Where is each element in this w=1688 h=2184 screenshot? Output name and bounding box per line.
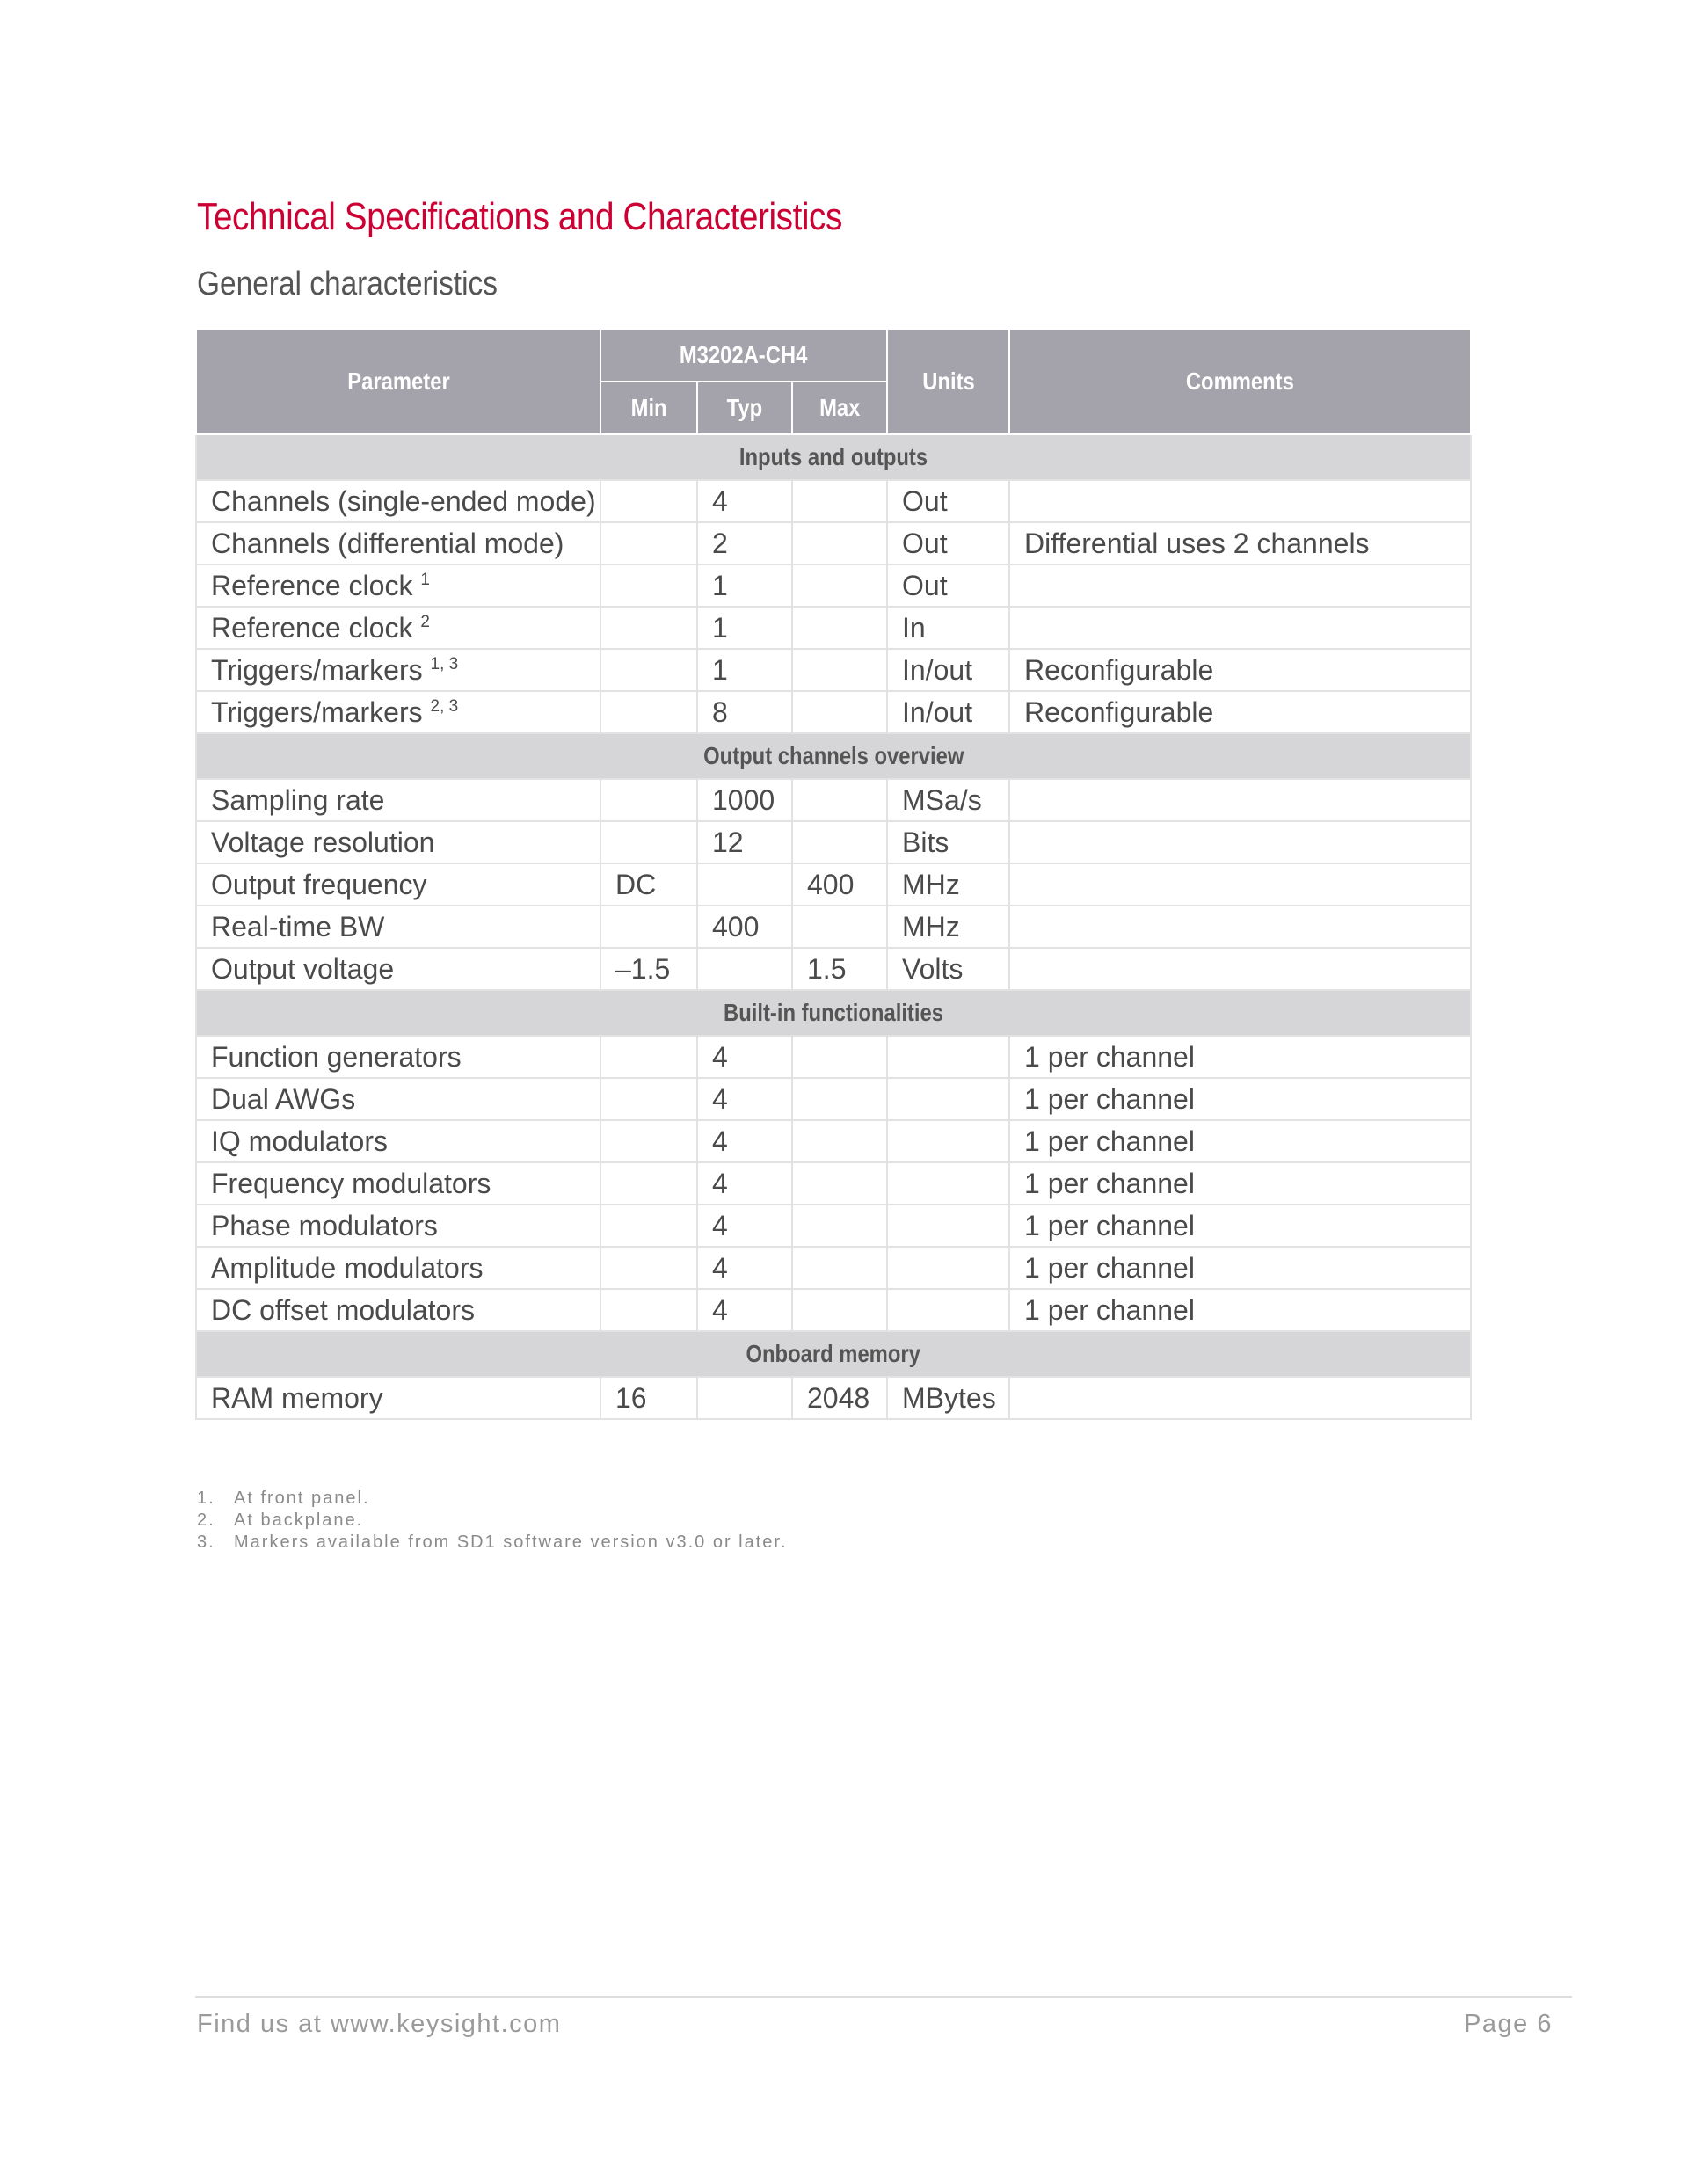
- cell-typ: 8: [697, 691, 792, 733]
- cell-min: [600, 906, 697, 948]
- cell-max: [792, 480, 887, 522]
- cell-units: MSa/s: [887, 779, 1009, 821]
- cell-units: [887, 1078, 1009, 1120]
- cell-min: [600, 1036, 697, 1078]
- cell-typ: 4: [697, 1162, 792, 1205]
- cell-max: [792, 691, 887, 733]
- cell-max: [792, 1205, 887, 1247]
- cell-min: [600, 1162, 697, 1205]
- cell-comments: 1 per channel: [1009, 1247, 1471, 1289]
- cell-typ: 4: [697, 480, 792, 522]
- cell-typ: 12: [697, 821, 792, 863]
- section-header-row: [196, 434, 1471, 480]
- table-row: [196, 691, 1471, 733]
- section-header-row: [196, 733, 1471, 779]
- spec-table: [195, 328, 1472, 1420]
- table-row: [196, 564, 1471, 607]
- cell-max: [792, 779, 887, 821]
- cell-max: [792, 607, 887, 649]
- footnote-reference: 1: [420, 570, 430, 589]
- cell-typ: 400: [697, 906, 792, 948]
- cell-comments: 1 per channel: [1009, 1289, 1471, 1331]
- cell-comments: [1009, 821, 1471, 863]
- cell-min: [600, 480, 697, 522]
- table-row: [196, 1120, 1471, 1162]
- cell-units: In/out: [887, 691, 1009, 733]
- cell-units: [887, 1247, 1009, 1289]
- footnote-item: [197, 1488, 788, 1510]
- cell-comments: [1009, 480, 1471, 522]
- section-title: Inputs and outputs: [196, 434, 1471, 480]
- cell-comments: [1009, 564, 1471, 607]
- section-header-row: [196, 1331, 1471, 1377]
- cell-units: Out: [887, 564, 1009, 607]
- footnote-reference: 2: [420, 612, 430, 631]
- cell-typ: [697, 863, 792, 906]
- cell-parameter: Reference clock $^1$: [196, 564, 600, 607]
- cell-parameter: Channels (single-ended mode): [196, 480, 600, 522]
- cell-parameter: IQ modulators: [196, 1120, 600, 1162]
- table-row: [196, 863, 1471, 906]
- footnote-reference: 1, 3: [430, 654, 459, 673]
- cell-max: [792, 522, 887, 564]
- cell-parameter: Amplitude modulators: [196, 1247, 600, 1289]
- cell-typ: 4: [697, 1036, 792, 1078]
- page-title: Technical Specifications and Characteristics: [197, 195, 842, 238]
- cell-units: MHz: [887, 863, 1009, 906]
- table-row: [196, 821, 1471, 863]
- cell-comments: [1009, 863, 1471, 906]
- cell-comments: Reconfigurable: [1009, 691, 1471, 733]
- cell-max: 1.5: [792, 948, 887, 990]
- footnote-text: Markers available from SD1 software version v3.0 or later.: [234, 1532, 788, 1552]
- cell-typ: 4: [697, 1078, 792, 1120]
- cell-min: [600, 1205, 697, 1247]
- table-row: [196, 649, 1471, 691]
- cell-max: [792, 1247, 887, 1289]
- cell-max: [792, 649, 887, 691]
- cell-typ: [697, 948, 792, 990]
- table-row: [196, 480, 1471, 522]
- footnote-item: [197, 1532, 788, 1554]
- cell-min: [600, 522, 697, 564]
- cell-comments: 1 per channel: [1009, 1120, 1471, 1162]
- footnote-text: At front panel.: [234, 1489, 370, 1508]
- cell-typ: 1: [697, 649, 792, 691]
- cell-typ: 1: [697, 564, 792, 607]
- cell-parameter: Function generators: [196, 1036, 600, 1078]
- cell-typ: 1000: [697, 779, 792, 821]
- cell-units: MBytes: [887, 1377, 1009, 1419]
- cell-units: [887, 1036, 1009, 1078]
- cell-comments: [1009, 779, 1471, 821]
- cell-max: [792, 1162, 887, 1205]
- table-row: [196, 906, 1471, 948]
- cell-comments: 1 per channel: [1009, 1036, 1471, 1078]
- footnote-text: At backplane.: [234, 1511, 364, 1530]
- table-row: [196, 1036, 1471, 1078]
- footnote-item: [197, 1510, 788, 1532]
- cell-typ: 4: [697, 1247, 792, 1289]
- table-row: [196, 779, 1471, 821]
- cell-parameter: Triggers/markers $^{1, 3}$: [196, 649, 600, 691]
- cell-units: Bits: [887, 821, 1009, 863]
- cell-units: In/out: [887, 649, 1009, 691]
- cell-typ: 4: [697, 1120, 792, 1162]
- cell-min: [600, 779, 697, 821]
- header-min: Min: [600, 382, 697, 434]
- cell-min: DC: [600, 863, 697, 906]
- cell-max: [792, 564, 887, 607]
- cell-units: Volts: [887, 948, 1009, 990]
- section-title: Output channels overview: [196, 733, 1471, 779]
- cell-parameter: Voltage resolution: [196, 821, 600, 863]
- table-row: [196, 1289, 1471, 1331]
- cell-max: [792, 821, 887, 863]
- cell-min: –1.5: [600, 948, 697, 990]
- cell-units: MHz: [887, 906, 1009, 948]
- footnote-number: 1.: [197, 1489, 215, 1508]
- cell-units: [887, 1289, 1009, 1331]
- cell-units: [887, 1120, 1009, 1162]
- cell-units: In: [887, 607, 1009, 649]
- header-parameter: Parameter: [196, 329, 600, 434]
- cell-comments: [1009, 607, 1471, 649]
- cell-parameter: Dual AWGs: [196, 1078, 600, 1120]
- cell-parameter: Real-time BW: [196, 906, 600, 948]
- cell-min: [600, 1247, 697, 1289]
- cell-max: 2048: [792, 1377, 887, 1419]
- cell-min: [600, 607, 697, 649]
- cell-parameter: Triggers/markers $^{2, 3}$: [196, 691, 600, 733]
- cell-min: 16: [600, 1377, 697, 1419]
- cell-parameter: Reference clock $^2$: [196, 607, 600, 649]
- cell-units: [887, 1205, 1009, 1247]
- page-number: Page 6: [1464, 2010, 1553, 2038]
- cell-units: [887, 1162, 1009, 1205]
- cell-comments: 1 per channel: [1009, 1078, 1471, 1120]
- header-comments: Comments: [1009, 329, 1471, 434]
- cell-units: Out: [887, 522, 1009, 564]
- table-row: [196, 607, 1471, 649]
- cell-comments: Reconfigurable: [1009, 649, 1471, 691]
- cell-parameter: Output frequency: [196, 863, 600, 906]
- cell-parameter: Frequency modulators: [196, 1162, 600, 1205]
- cell-max: [792, 906, 887, 948]
- cell-max: 400: [792, 863, 887, 906]
- spec-table-body: [196, 434, 1471, 1419]
- footnote-number: 2.: [197, 1511, 215, 1530]
- section-header-row: [196, 990, 1471, 1036]
- cell-typ: 4: [697, 1289, 792, 1331]
- header-units: Units: [887, 329, 1009, 434]
- table-row: [196, 1078, 1471, 1120]
- footnotes: [197, 1488, 788, 1554]
- cell-typ: 1: [697, 607, 792, 649]
- footnote-number: 3.: [197, 1532, 215, 1552]
- cell-parameter: Sampling rate: [196, 779, 600, 821]
- cell-max: [792, 1120, 887, 1162]
- cell-max: [792, 1289, 887, 1331]
- cell-min: [600, 649, 697, 691]
- cell-min: [600, 1289, 697, 1331]
- cell-min: [600, 1120, 697, 1162]
- cell-comments: 1 per channel: [1009, 1162, 1471, 1205]
- cell-min: [600, 821, 697, 863]
- cell-max: [792, 1036, 887, 1078]
- cell-parameter: Output voltage: [196, 948, 600, 990]
- cell-comments: [1009, 906, 1471, 948]
- footnote-reference: 2, 3: [430, 696, 459, 716]
- table-row: [196, 1205, 1471, 1247]
- table-row: [196, 1247, 1471, 1289]
- cell-typ: 4: [697, 1205, 792, 1247]
- cell-comments: [1009, 948, 1471, 990]
- cell-comments: 1 per channel: [1009, 1205, 1471, 1247]
- page-subtitle: General characteristics: [197, 266, 498, 302]
- cell-comments: Differential uses 2 channels: [1009, 522, 1471, 564]
- cell-parameter: Channels (differential mode): [196, 522, 600, 564]
- section-title: Onboard memory: [196, 1331, 1471, 1377]
- header-model: M3202A-CH4: [600, 329, 887, 382]
- table-row: [196, 948, 1471, 990]
- cell-min: [600, 1078, 697, 1120]
- cell-units: Out: [887, 480, 1009, 522]
- footer-website: Find us at www.keysight.com: [197, 2010, 562, 2038]
- footer-divider: [195, 1996, 1572, 1998]
- table-row: [196, 522, 1471, 564]
- cell-min: [600, 691, 697, 733]
- section-title: Built-in functionalities: [196, 990, 1471, 1036]
- cell-min: [600, 564, 697, 607]
- header-typ: Typ: [697, 382, 792, 434]
- header-max: Max: [792, 382, 887, 434]
- cell-comments: [1009, 1377, 1471, 1419]
- cell-typ: [697, 1377, 792, 1419]
- cell-parameter: Phase modulators: [196, 1205, 600, 1247]
- cell-max: [792, 1078, 887, 1120]
- cell-parameter: DC offset modulators: [196, 1289, 600, 1331]
- table-row: [196, 1162, 1471, 1205]
- cell-typ: 2: [697, 522, 792, 564]
- cell-parameter: RAM memory: [196, 1377, 600, 1419]
- table-row: [196, 1377, 1471, 1419]
